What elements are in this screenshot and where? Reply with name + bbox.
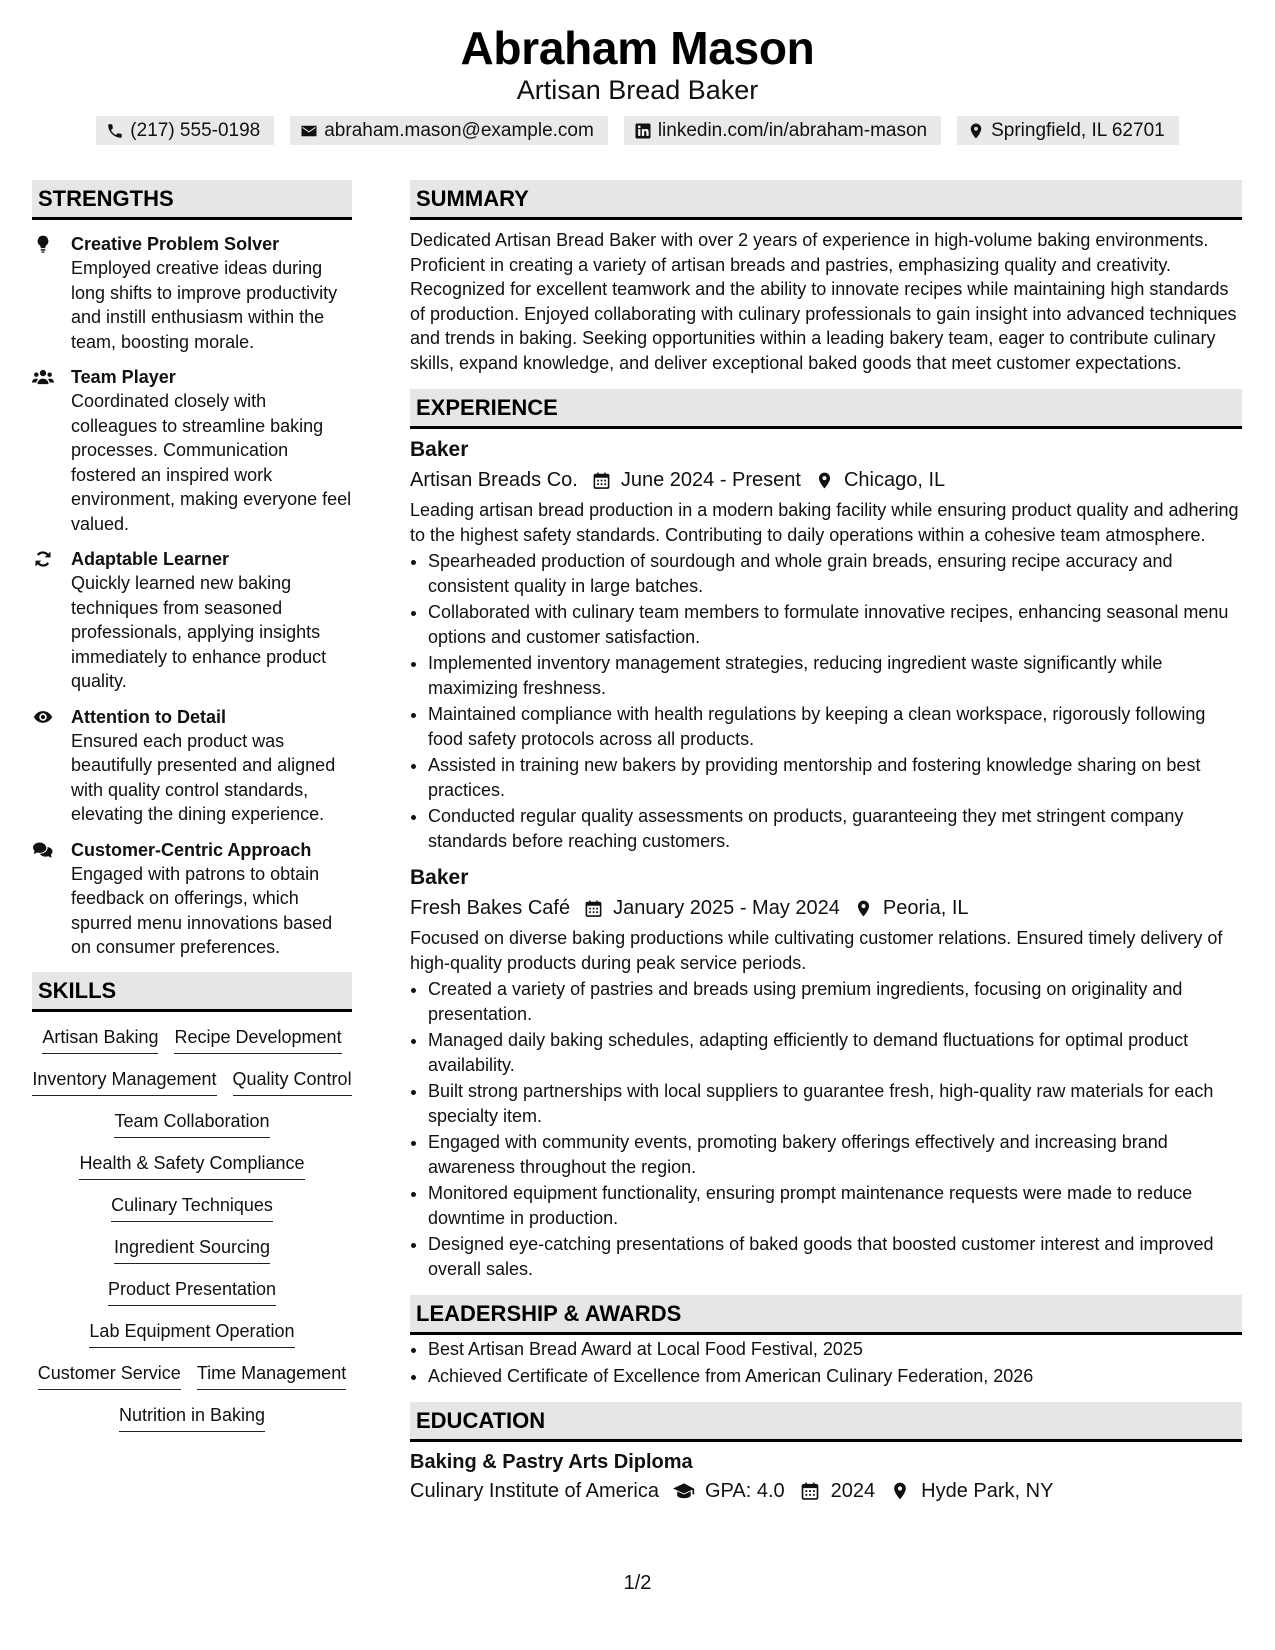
list-item: • Monitored equipment functionality, ensuring prompt maintenance requests were made to reduce downtime in production.: [428, 1181, 1242, 1230]
job-description: Leading artisan bread production in a modern baking facility while ensuring product quality and adhering to the highest safety standards. Contributing to daily operations within a cohesive team atmosphere.: [410, 500, 1239, 545]
map-marker-icon: [815, 471, 834, 490]
list-item: • Best Artisan Bread Award at Local Food Festival, 2025: [428, 1337, 1242, 1362]
candidate-name: Abraham Mason: [460, 22, 815, 74]
graduation-cap-icon: [673, 1481, 695, 1501]
envelope-icon: [300, 122, 318, 140]
skill-tag: Time Management: [197, 1362, 346, 1390]
sync-icon: [32, 549, 54, 569]
education-heading: EDUCATION: [410, 1402, 1242, 1442]
strength-title: Creative Problem Solver: [71, 234, 280, 254]
strength-title: Attention to Detail: [71, 706, 226, 727]
job-meta: [410, 465, 1242, 495]
summary-text: Dedicated Artisan Bread Baker with over 2 years of experience in high-volume baking environments. Proficient in creating a variety of artisan breads and pastries, emphasizing quality and creativity. Recognized for excellent teamwork and the ability to innovate recipes while maintaining high standards of production. Enjoyed collaborating with culinary professionals to gain insight into advanced techniques and trends in baking. Seeking opportunities within a leading bakery team, eager to contribute culinary skills, expand knowledge, and deliver exceptional baked goods that meet customer expectations.: [410, 230, 1237, 373]
users-icon: [32, 367, 54, 387]
resume-header: [0, 0, 1275, 145]
skill-tag: Culinary Techniques: [111, 1194, 273, 1222]
strengths-list: [32, 232, 352, 960]
awards-list: [410, 1337, 1242, 1388]
skill-tag: Health & Safety Compliance: [79, 1152, 304, 1180]
calendar-icon: [592, 471, 611, 490]
contact-phone[interactable]: [96, 116, 274, 145]
strength-desc: Ensured each product was beautifully presented and aligned with quality control standards, elevating the dining experience.: [71, 730, 336, 824]
job-title: Baker: [410, 438, 469, 461]
company-name: Artisan Breads Co.: [410, 469, 578, 491]
right-column: [410, 180, 1242, 1506]
skill-tag: Customer Service: [38, 1362, 181, 1390]
job-dates: January 2025 - May 2024: [613, 897, 840, 919]
degree-title: Baking & Pastry Arts Diploma: [410, 1451, 693, 1473]
strength-title: Customer-Centric Approach: [71, 839, 312, 860]
comments-icon: [32, 840, 54, 860]
list-item: • Spearheaded production of sourdough and whole grain breads, ensuring recipe accuracy and consistent quality in large batches.: [428, 549, 1242, 598]
skill-tag: Lab Equipment Operation: [89, 1320, 294, 1348]
calendar-icon: [799, 1481, 821, 1501]
job-bullets: [410, 549, 1242, 853]
phone-icon: [106, 122, 124, 140]
phone-text: (217) 555-0198: [130, 120, 261, 141]
experience-heading: EXPERIENCE: [410, 389, 1242, 429]
strength-item: [32, 547, 352, 694]
strength-item: [32, 705, 352, 827]
skills-list: [32, 1026, 352, 1432]
list-item: • Assisted in training new bakers by providing mentorship and fostering knowledge sharing on best practices.: [428, 753, 1242, 802]
contact-linkedin[interactable]: [624, 116, 941, 145]
lightbulb-icon: [32, 234, 54, 254]
strength-desc: Engaged with patrons to obtain feedback on offerings, which spurred menu innovations based on consumer preferences.: [71, 863, 333, 957]
email-text: abraham.mason@example.com: [324, 120, 594, 141]
school-name: Culinary Institute of America: [410, 1480, 659, 1502]
skill-tag: Inventory Management: [32, 1068, 216, 1096]
skill-tag: Product Presentation: [108, 1278, 276, 1306]
list-item: • Engaged with community events, promoting bakery offerings effectively and increasing brand awareness throughout the region.: [428, 1130, 1242, 1179]
job-description: Focused on diverse baking productions while cultivating customer relations. Ensured timely delivery of high-quality products during peak service periods.: [410, 928, 1223, 973]
contact-location[interactable]: [957, 116, 1179, 145]
job-entry: [410, 863, 1242, 1281]
eye-icon: [32, 707, 54, 727]
strength-title: Adaptable Learner: [71, 549, 230, 569]
company-name: Fresh Bakes Café: [410, 897, 571, 919]
strengths-heading: STRENGTHS: [32, 180, 352, 220]
skill-tag: Ingredient Sourcing: [114, 1236, 270, 1264]
list-item: • Implemented inventory management strategies, reducing ingredient waste significantly while maximizing freshness.: [428, 651, 1242, 700]
strength-item: [32, 838, 352, 960]
strength-title: Team Player: [71, 367, 176, 387]
linkedin-text: linkedin.com/in/abraham-mason: [657, 120, 928, 141]
job-title: Baker: [410, 866, 469, 889]
graduation-year: 2024: [830, 1480, 876, 1502]
list-item: • Conducted regular quality assessments on products, guaranteeing they met stringent company standards before reaching customers.: [428, 804, 1242, 853]
strength-desc: Employed creative ideas during long shifts to improve productivity and instill enthusiasm within the team, boosting morale.: [71, 258, 338, 352]
map-marker-icon: [889, 1481, 911, 1501]
page-number: 1/2: [623, 1572, 652, 1594]
list-item: • Created a variety of pastries and breads using premium ingredients, focusing on originality and presentation.: [428, 977, 1242, 1026]
calendar-icon: [584, 899, 603, 918]
skills-heading: SKILLS: [32, 972, 352, 1012]
summary-heading: SUMMARY: [410, 180, 1242, 220]
strength-item: [32, 232, 352, 354]
list-item: • Achieved Certificate of Excellence from American Culinary Federation, 2026: [428, 1364, 1242, 1389]
strength-desc: Quickly learned new baking techniques from seasoned professionals, applying insights immediately to enhance product quality.: [71, 573, 327, 691]
leadership-heading: LEADERSHIP & AWARDS: [410, 1295, 1242, 1335]
contact-email[interactable]: [290, 116, 608, 145]
contact-bar: [0, 116, 1275, 145]
left-column: [32, 180, 352, 1432]
education-meta: [410, 1476, 1242, 1506]
skill-tag: Artisan Baking: [42, 1026, 158, 1054]
skill-tag: Quality Control: [233, 1068, 352, 1096]
location-text: Springfield, IL 62701: [991, 120, 1165, 141]
list-item: • Managed daily baking schedules, adapting efficiently to demand fluctuations for optimal product availability.: [428, 1028, 1242, 1077]
skill-tag: Nutrition in Baking: [119, 1404, 265, 1432]
job-dates: June 2024 - Present: [620, 469, 801, 491]
list-item: • Collaborated with culinary team members to formulate innovative recipes, enhancing seasonal menu options and customer satisfaction.: [428, 600, 1242, 649]
list-item: • Designed eye-catching presentations of baked goods that boosted customer interest and improved overall sales.: [428, 1232, 1242, 1281]
gpa-text: GPA: 4.0: [705, 1480, 785, 1502]
candidate-title: Artisan Bread Baker: [516, 75, 759, 105]
map-marker-icon: [854, 899, 873, 918]
map-marker-icon: [967, 122, 985, 140]
skill-tag: Team Collaboration: [114, 1110, 269, 1138]
job-location: Peoria, IL: [882, 897, 969, 919]
strength-desc: Coordinated closely with colleagues to streamline baking processes. Communication fostered an inspired work environment, making everyone feel valued.: [71, 391, 352, 534]
strength-item: [32, 365, 352, 536]
list-item: • Maintained compliance with health regulations by keeping a clean workspace, rigorously following food safety protocols across all products.: [428, 702, 1242, 751]
job-bullets: [410, 977, 1242, 1281]
list-item: • Built strong partnerships with local suppliers to guarantee fresh, high-quality raw materials for each specialty item.: [428, 1079, 1242, 1128]
job-entry: [410, 435, 1242, 853]
job-meta: [410, 893, 1242, 923]
skill-tag: Recipe Development: [174, 1026, 341, 1054]
school-location: Hyde Park, NY: [921, 1480, 1054, 1502]
job-location: Chicago, IL: [843, 469, 946, 491]
linkedin-icon: [634, 122, 652, 140]
